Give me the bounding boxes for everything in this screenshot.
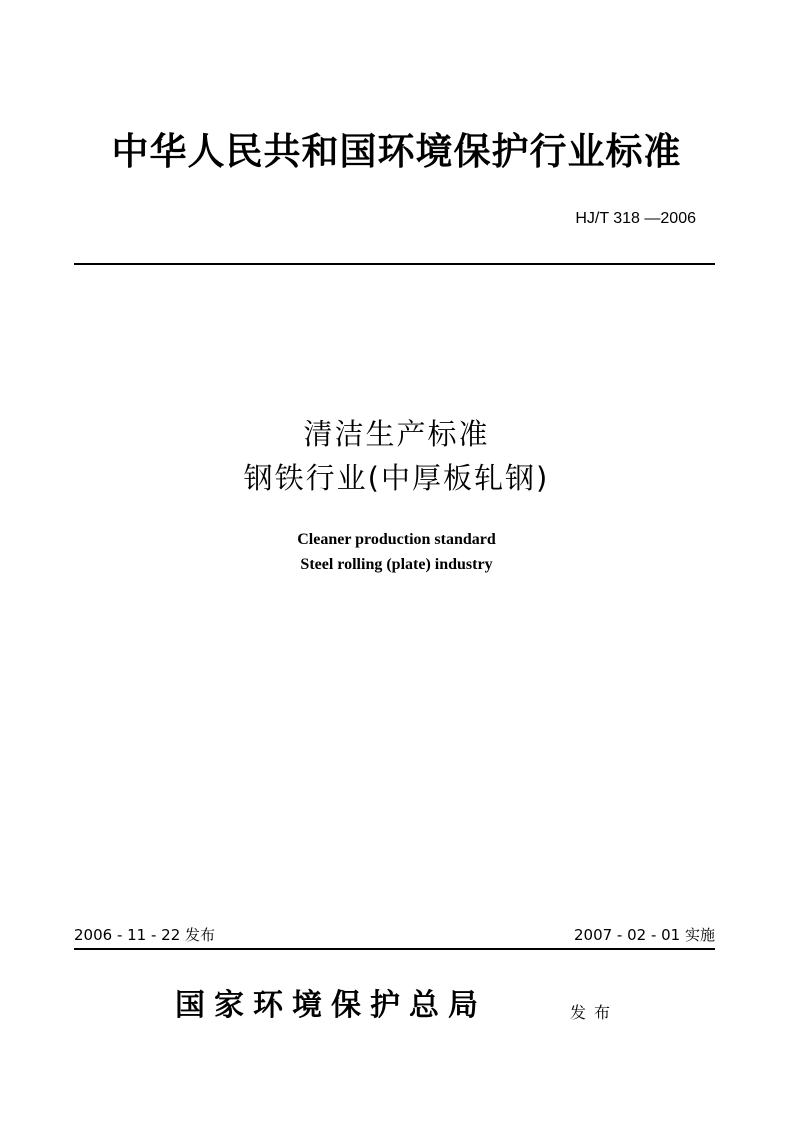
title-en-line1: Cleaner production standard: [297, 531, 496, 548]
title-cn-line1: 清洁生产标准: [303, 417, 490, 451]
header-divider: [74, 263, 715, 265]
issue-date: 2006 - 11 - 22 发布: [74, 926, 216, 944]
implementation-date: 2007 - 02 - 01 实施: [573, 926, 715, 944]
publisher-name: 国家环境保护总局: [175, 988, 487, 1023]
standard-number: HJ/T 318 —2006: [575, 210, 696, 227]
title-en-line2: Steel rolling (plate) industry: [300, 556, 493, 573]
title-cn-line2: 钢铁行业(中厚板轧钢): [243, 461, 550, 495]
publish-label: 发布: [570, 1003, 619, 1022]
footer-divider: [74, 948, 715, 950]
standard-category-heading: 中华人民共和国环境保护行业标准: [111, 130, 682, 173]
